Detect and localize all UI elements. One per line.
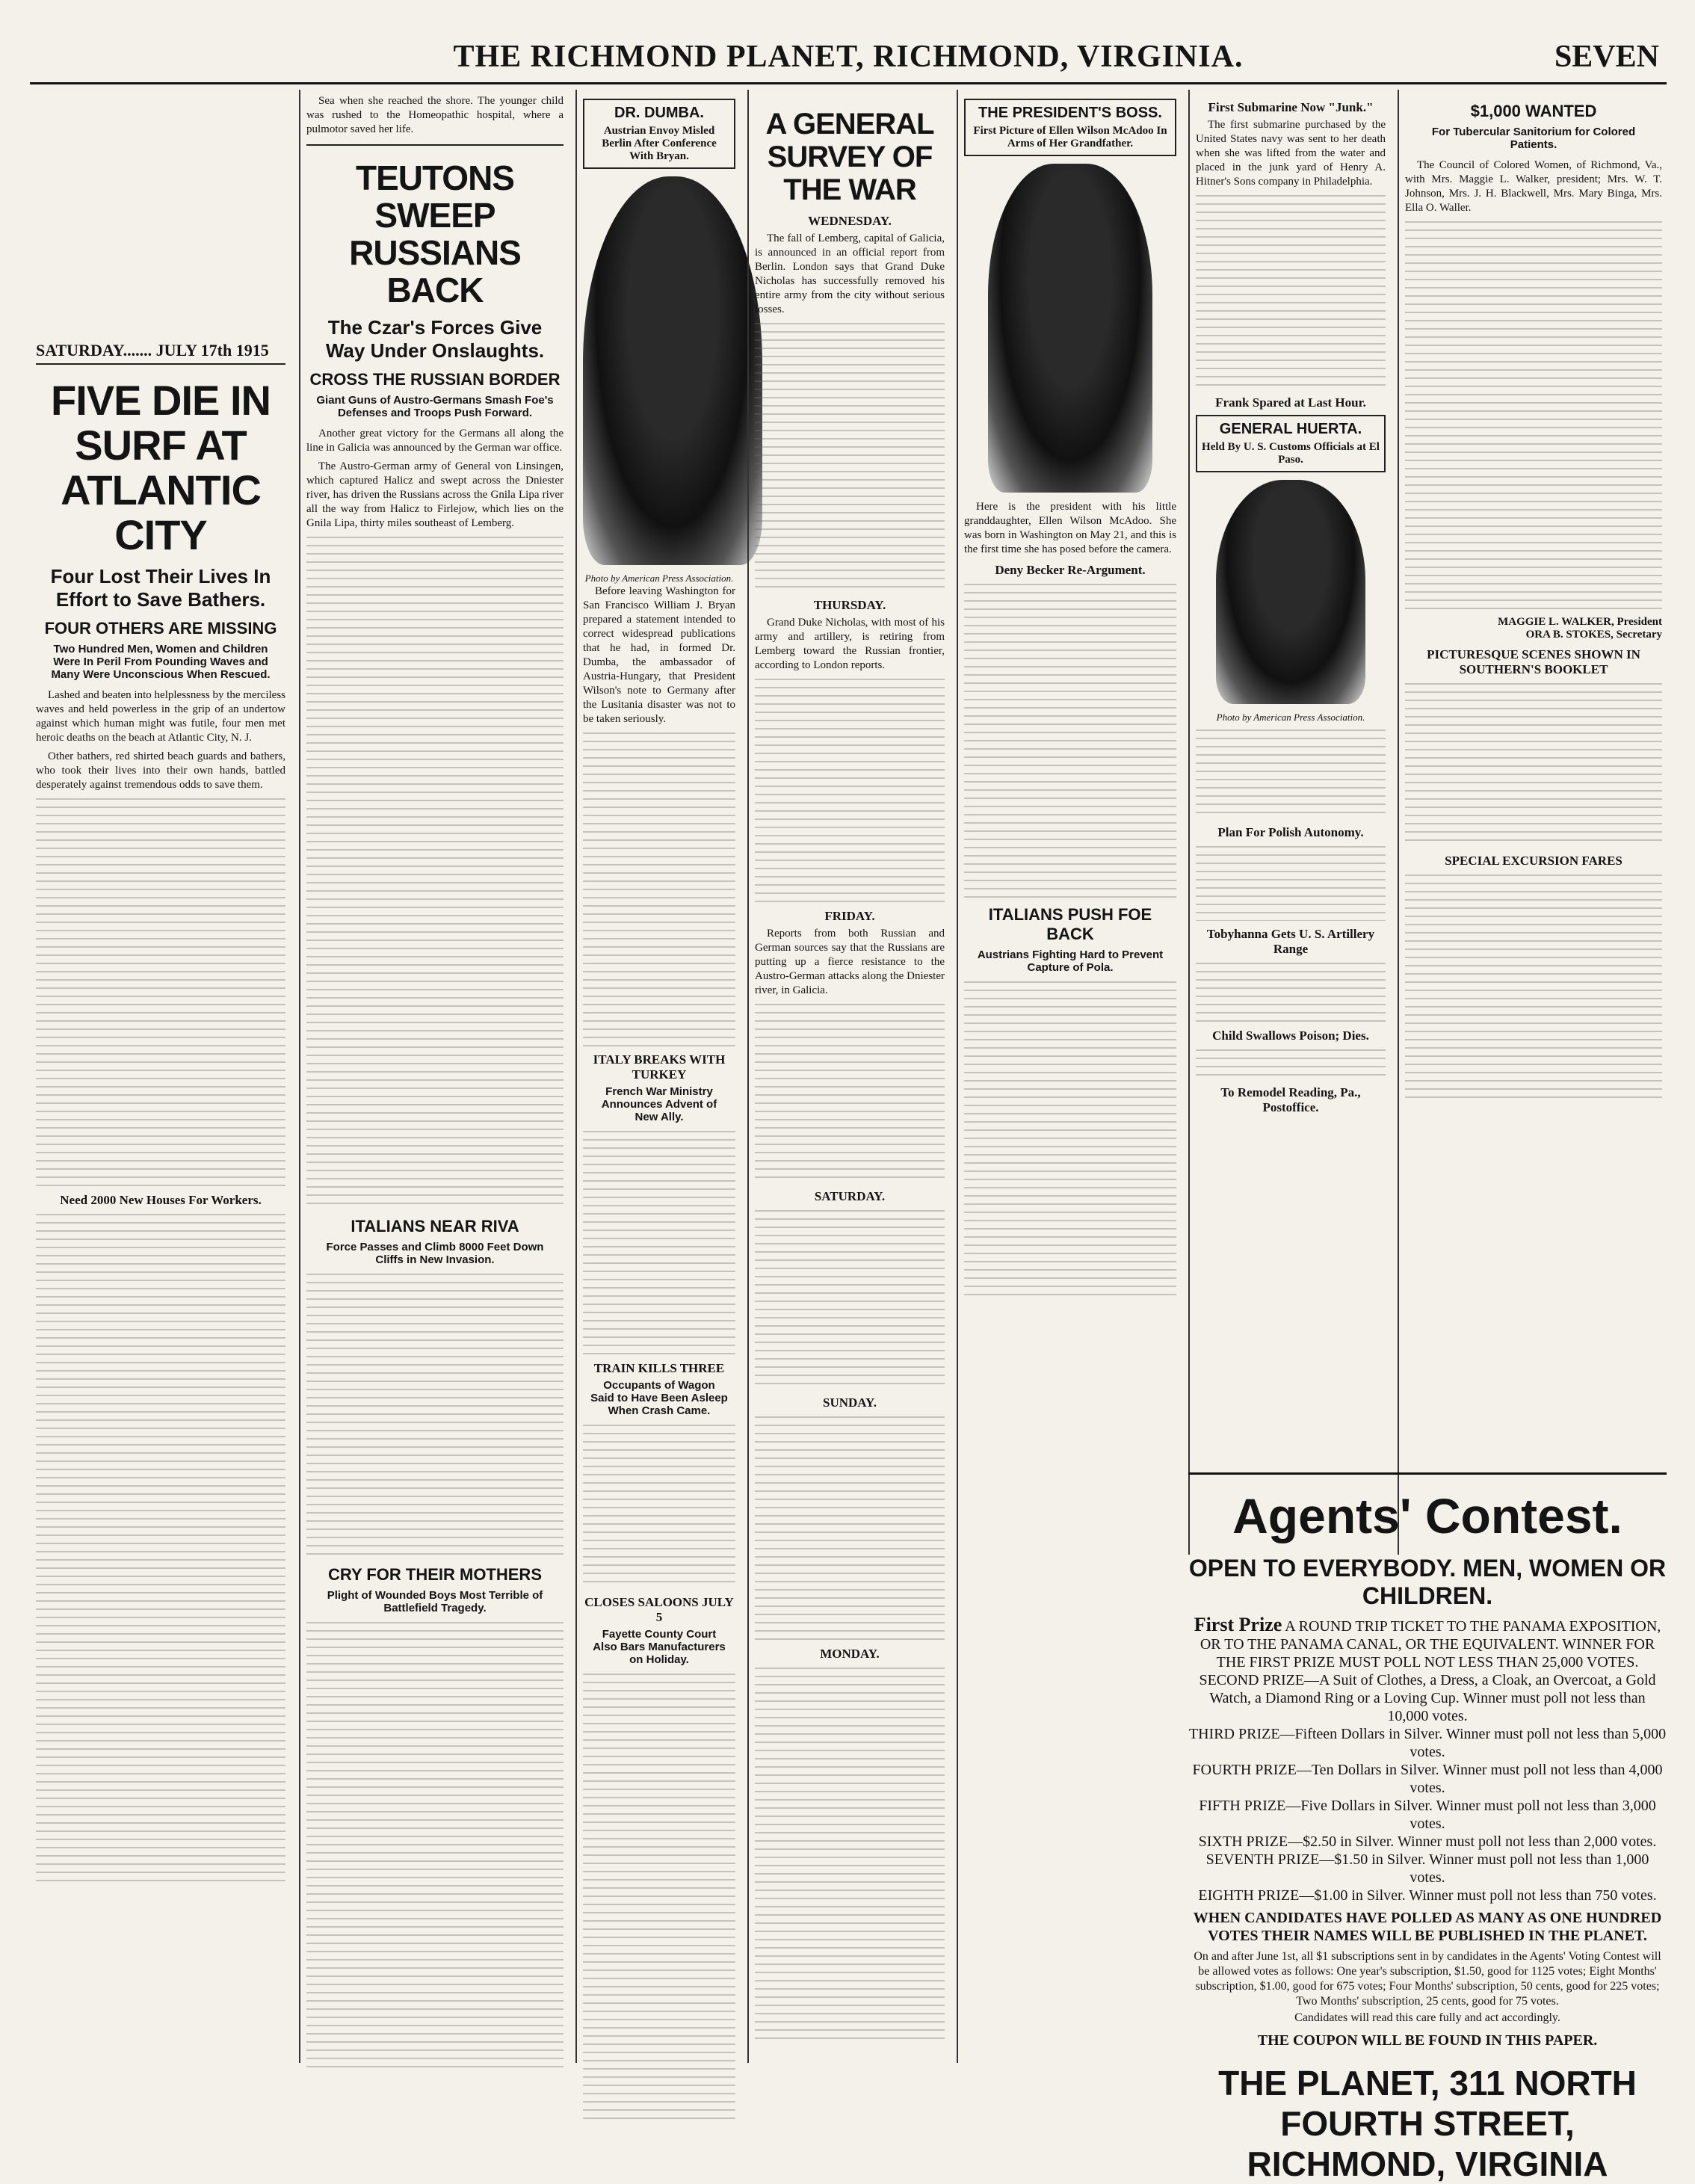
headline-houses: Need 2000 New Houses For Workers. — [60, 1193, 262, 1207]
issue-date: SATURDAY....... JULY 17th 1915 — [36, 341, 285, 365]
text-lines — [964, 981, 1176, 1295]
item-heading: To Remodel Reading, Pa., Postoffice. — [1220, 1085, 1361, 1114]
text-lines — [36, 798, 285, 1187]
prize-line: THIRD PRIZE—Fifteen Dollars in Silver. Winner must poll not less than 5,000 votes. — [1188, 1726, 1667, 1760]
ad-open-line: OPEN TO EVERYBODY. MEN, WOMEN OR CHILDREN. — [1188, 1555, 1667, 1609]
photo-credit: Photo by American Press Association. — [1216, 712, 1365, 723]
ad-when: WHEN CANDIDATES HAVE POLLED AS MANY AS ONE HUNDRED VOTES THEIR NAMES WILL BE PUBLISHED IN THE PLANET. — [1193, 1910, 1662, 1944]
deck-train: Occupants of Wagon Said to Have Been Asleep When Crash Came. — [590, 1379, 728, 1417]
day-heading: SUNDAY. — [823, 1395, 877, 1410]
headline-surf: FIVE DIE IN SURF AT ATLANTIC CITY — [51, 377, 271, 558]
text-lines — [306, 1622, 564, 2070]
headline-excursion: SPECIAL EXCURSION FARES — [1445, 854, 1623, 868]
item-heading: Deny Becker Re-Argument. — [995, 563, 1146, 577]
prize-line: SECOND PRIZE—A Suit of Clothes, a Dress, a Cloak, an Overcoat, a Gold Watch, a Diamond Ring or a Loving Cup. Winner must poll not less than 10,000 votes. — [1199, 1672, 1656, 1724]
day-heading: FRIDAY. — [824, 909, 875, 923]
first-prize-label: First Prize — [1194, 1614, 1282, 1635]
signature: ORA B. STOKES, Secretary — [1525, 629, 1662, 641]
deck-italians: Austrians Fighting Hard to Prevent Capture of Pola. — [977, 948, 1164, 974]
photo-box-dumba — [583, 99, 735, 169]
headline-italians: ITALIANS PUSH FOE BACK — [988, 905, 1152, 943]
headline-teutons: TEUTONS SWEEP RUSSIANS BACK — [349, 158, 521, 309]
deck-surf: Two Hundred Men, Women and Children Were In Peril From Pounding Waves and Many Were Unconscious When Rescued. — [51, 643, 271, 681]
subhead-missing: FOUR OTHERS ARE MISSING — [44, 619, 277, 638]
article-paragraph: Another great victory for the Germans all along the line in Galicia was announced by the German war office. — [306, 428, 564, 454]
ad-title: Agents' Contest. — [1232, 1488, 1623, 1543]
text-lines — [1405, 221, 1662, 610]
column-2 — [299, 90, 569, 2063]
photo-caption: Austrian Envoy Misled Berlin After Conference With Bryan. — [602, 125, 717, 162]
subhead-border: CROSS THE RUSSIAN BORDER — [309, 370, 561, 389]
photo-title: DR. DUMBA. — [614, 105, 704, 121]
article-paragraph: Lashed and beaten into helplessness by the merciless waves and held powerless in the grip of an undertow against which human might was futile, four men met heroic deaths on the beach at Atlantic City, N. J. — [36, 689, 285, 744]
portrait-photo — [583, 176, 762, 565]
ad-top-rule — [1188, 1472, 1667, 1475]
text-lines — [1196, 963, 1386, 1022]
article-paragraph: Reports from both Russian and German sources say that the Russians are putting up a fierce resistance to the Austro-German attacks along the Dniester river, in Galicia. — [755, 928, 945, 996]
divider — [306, 144, 564, 146]
article-paragraph: Grand Duke Nicholas, with most of his army and artillery, is retiring from Lemberg toward the Russian frontier, according to London reports. — [755, 617, 945, 671]
deck-riva: Force Passes and Climb 8000 Feet Down Cliffs in New Invasion. — [326, 1241, 544, 1266]
text-lines — [1405, 683, 1662, 848]
text-lines — [755, 323, 945, 592]
column-4 — [747, 90, 951, 2063]
article-paragraph: Other bathers, red shirted beach guards and bathers, who took their lives into their own hands, battled desperately against tremendous odds to save them. — [36, 750, 285, 791]
column-1 — [30, 90, 291, 2063]
text-lines — [1405, 874, 1662, 1099]
ad-address: THE PLANET, 311 NORTH FOURTH STREET, RICHMOND, VIRGINIA — [1218, 2064, 1637, 2183]
first-prize-text: A ROUND TRIP TICKET TO THE PANAMA EXPOSITION, OR TO THE PANAMA CANAL, OR THE EQUIVALENT. WINNER FOR THE FIRST PRIZE MUST POLL NOT LESS THAN 25,000 VOTES. — [1200, 1618, 1661, 1671]
item-heading: First Submarine Now "Junk." — [1208, 100, 1374, 114]
masthead-title: THE RICHMOND PLANET, RICHMOND, VIRGINIA. — [453, 40, 1244, 74]
text-lines — [755, 1210, 945, 1389]
prize-line: SEVENTH PRIZE—$1.50 in Silver. Winner must poll not less than 1,000 votes. — [1205, 1851, 1649, 1886]
text-lines — [755, 1668, 945, 2041]
prize-line: FOURTH PRIZE—Ten Dollars in Silver. Winner must poll not less than 4,000 votes. — [1192, 1762, 1663, 1796]
item-heading: Plan For Polish Autonomy. — [1217, 825, 1364, 839]
headline-saloons: CLOSES SALOONS JULY 5 — [584, 1595, 734, 1624]
photo-caption: Held By U. S. Customs Officials at El Paso. — [1202, 441, 1380, 466]
headline-picturesque: PICTURESQUE SCENES SHOWN IN SOUTHERN'S BOOKLET — [1427, 647, 1640, 676]
page-number: SEVEN — [1554, 40, 1659, 74]
text-lines — [583, 1131, 735, 1355]
text-lines — [306, 537, 564, 1209]
masthead — [30, 30, 1667, 84]
item-heading: Child Swallows Poison; Dies. — [1212, 1028, 1369, 1043]
column-5 — [957, 90, 1182, 2063]
headline-riva: ITALIANS NEAR RIVA — [351, 1217, 519, 1236]
prize-line: SIXTH PRIZE—$2.50 in Silver. Winner must poll not less than 2,000 votes. — [1198, 1833, 1657, 1850]
text-lines — [306, 1274, 564, 1558]
photo-credit: Photo by American Press Association. — [584, 573, 734, 584]
deck-guns: Giant Guns of Austro-Germans Smash Foe's Defenses and Troops Push Forward. — [316, 394, 554, 419]
text-lines — [1196, 195, 1386, 389]
photo-title: GENERAL HUERTA. — [1219, 421, 1362, 437]
headline-wanted: $1,000 WANTED — [1470, 102, 1597, 120]
article-paragraph: Before leaving Washington for San Francisco William J. Bryan prepared a statement intended to correct widespread publications that he had, in formed Dr. Dumba, the ambassador of Austria-Hungary, that President Wilson's note to Germany after the Lusitania disaster was not to be taken seriously. — [583, 585, 735, 725]
prize-line: FIFTH PRIZE—Five Dollars in Silver. Winner must poll not less than 3,000 votes. — [1199, 1798, 1656, 1832]
text-lines — [755, 1004, 945, 1183]
headline-survey: A GENERAL SURVEY OF THE WAR — [765, 108, 934, 206]
portrait-photo — [1216, 480, 1365, 704]
article-paragraph: The Council of Colored Women, of Richmond, Va., with Mrs. Maggie L. Walker, president; Mrs. W. T. Johnson, Mrs. J. H. Blackwell, Mrs. Mary Binga, Mrs. Ella O. Waller. — [1405, 159, 1662, 214]
item-heading: Frank Spared at Last Hour. — [1215, 395, 1366, 410]
prize-line: EIGHTH PRIZE—$1.00 in Silver. Winner must poll not less than 750 votes. — [1198, 1887, 1657, 1904]
text-lines — [583, 1425, 735, 1589]
text-lines — [583, 1674, 735, 2122]
portrait-photo — [988, 164, 1152, 493]
deck-wanted: For Tubercular Sanitorium for Colored Patients. — [1431, 126, 1636, 151]
text-lines — [755, 1416, 945, 1641]
signature: MAGGIE L. WALKER, President — [1498, 616, 1662, 628]
headline-train: TRAIN KILLS THREE — [593, 1361, 725, 1375]
first-prize — [1188, 1616, 1667, 1671]
text-lines — [1196, 729, 1386, 819]
agents-contest-ad — [1188, 1555, 1667, 2183]
article-paragraph: Here is the president with his little granddaughter, Ellen Wilson McAdoo. She was born in Washington on May 21, and this is the first time she has posed before the camera. — [964, 501, 1176, 555]
headline-mothers: CRY FOR THEIR MOTHERS — [327, 1565, 542, 1584]
text-lines — [1196, 846, 1386, 921]
ad-rates: On and after June 1st, all $1 subscriptions sent in by candidates in the Agents' Voting Contest will be allowed votes as follows: One year's subscription, $1.50, good for 1125 votes; Eight Months' subscription, $1.00, good for 675 votes; Four Months' subscription, 50 cents, good for 225 votes; Two Months' subscription, 25 cents, good for 75 votes. — [1194, 1950, 1661, 2008]
text-lines — [583, 732, 735, 1046]
day-heading: SATURDAY. — [814, 1189, 886, 1203]
deck-italy: French War Ministry Announces Advent of New Ally. — [601, 1085, 717, 1123]
day-heading: THURSDAY. — [813, 598, 886, 612]
text-lines — [755, 679, 945, 903]
article-paragraph: The fall of Lemberg, capital of Galicia, is announced in an official report from Berlin. London says that Grand Duke Nicholas has successfully removed his entire army from the city without serious losses. — [755, 232, 945, 315]
photo-caption: First Picture of Ellen Wilson McAdoo In Arms of Her Grandfather. — [973, 125, 1167, 149]
day-heading: WEDNESDAY. — [808, 214, 892, 228]
article-paragraph: Sea when she reached the shore. The younger child was rushed to the Homeopathic hospital, where a pulmotor saved her life. — [306, 95, 564, 135]
article-paragraph: The first submarine purchased by the United States navy was sent to her death when she was lifted from the water and placed in the junk yard of Henry A. Hitner's Sons company in Philadelphia. — [1196, 119, 1386, 188]
item-heading: Tobyhanna Gets U. S. Artillery Range — [1206, 927, 1375, 956]
photo-title: THE PRESIDENT'S BOSS. — [978, 105, 1162, 121]
deck-saloons: Fayette County Court Also Bars Manufacturers on Holiday. — [593, 1628, 726, 1666]
text-lines — [1196, 1049, 1386, 1079]
deck-mothers: Plight of Wounded Boys Most Terrible of Battlefield Tragedy. — [327, 1589, 543, 1614]
text-lines — [964, 584, 1176, 898]
headline-italy-turkey: ITALY BREAKS WITH TURKEY — [593, 1052, 726, 1082]
photo-box-huerta — [1196, 415, 1386, 472]
column-3 — [575, 90, 741, 2063]
article-paragraph: The Austro-German army of General von Linsingen, which captured Halicz and swept across the Dniester river, has driven the Russians across the Gnila Lipa river all the way from Halicz to Firlejow, which lies on the Gnila Lipa, thirty miles southeast of Lemberg. — [306, 460, 564, 529]
day-heading: MONDAY. — [820, 1647, 880, 1661]
ad-coupon: THE COUPON WILL BE FOUND IN THIS PAPER. — [1257, 2032, 1598, 2049]
text-lines — [36, 1214, 285, 1887]
subhead-surf: Four Lost Their Lives In Effort to Save Bathers. — [50, 565, 271, 611]
photo-box-president — [964, 99, 1176, 156]
subhead-czar: The Czar's Forces Give Way Under Onslaughts. — [325, 316, 545, 362]
ad-read: Candidates will read this care fully and act accordingly. — [1294, 2011, 1560, 2024]
